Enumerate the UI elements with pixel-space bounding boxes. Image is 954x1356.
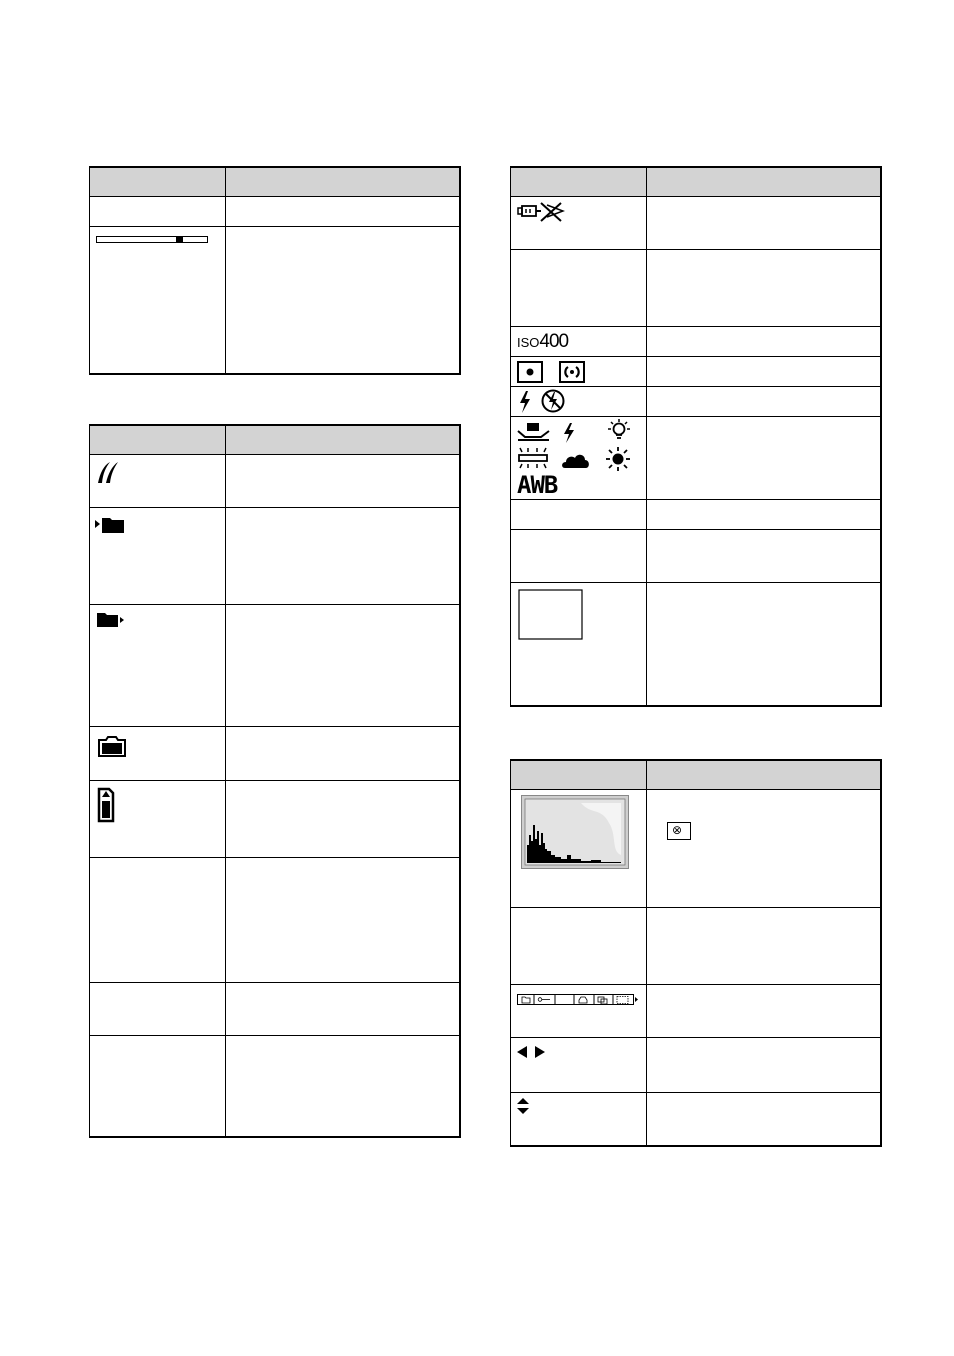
- header-cell-left: [90, 425, 226, 455]
- table-row-cell: [511, 327, 647, 357]
- white-balance-auto-icon: AWB: [517, 471, 558, 499]
- table-row-cell: [511, 387, 647, 417]
- left-right-arrows-icon: [517, 1046, 545, 1058]
- af-range-frame: [518, 589, 584, 641]
- table-row-cell: [90, 1036, 226, 1138]
- metering-spot-icon: [517, 361, 543, 383]
- table-row-cell: [226, 858, 460, 983]
- table-row-cell: [647, 908, 881, 985]
- flash-icon: [519, 391, 531, 413]
- usb-disconnect-icon: [517, 201, 565, 223]
- table-row-cell: [647, 327, 881, 357]
- white-balance-flash-icon: [563, 423, 575, 443]
- white-balance-incandescent-icon: [605, 419, 633, 445]
- header-cell-left: [511, 760, 647, 790]
- flash-off-icon: [541, 389, 565, 413]
- header-cell-right: [226, 167, 460, 197]
- table-row-cell: [90, 781, 226, 858]
- table-row-cell: [511, 197, 647, 250]
- table-row-cell: [511, 417, 647, 500]
- no-entry-symbol: ⊗: [672, 823, 683, 837]
- right-bottom-table: [510, 759, 882, 1147]
- table-row-cell: [647, 790, 881, 908]
- table-row-cell: [647, 357, 881, 387]
- table-row-cell: [226, 197, 460, 227]
- table-row-cell: [647, 197, 881, 250]
- header-cell-left: [90, 167, 226, 197]
- table-row-cell: [511, 790, 647, 908]
- table-row-cell: [511, 583, 647, 707]
- header-cell-right: [647, 760, 881, 790]
- histogram-image: [521, 795, 629, 869]
- table-row-cell: [90, 983, 226, 1036]
- table-row-cell: [647, 1093, 881, 1147]
- table-row-cell: [511, 357, 647, 387]
- header-cell-left: [511, 167, 647, 197]
- table-row-cell: [511, 985, 647, 1038]
- table-row-cell: [90, 727, 226, 781]
- header-cell-right: [647, 167, 881, 197]
- table-row-cell: [90, 858, 226, 983]
- table-row-cell: [90, 227, 226, 375]
- white-balance-daylight-icon: [605, 447, 631, 471]
- table-row-cell: [647, 417, 881, 500]
- table-row-cell: [90, 605, 226, 727]
- table-row-cell: [90, 197, 226, 227]
- table-row-cell: [647, 583, 881, 707]
- table-row-cell: [226, 227, 460, 375]
- table-row-cell: [647, 387, 881, 417]
- white-balance-cloudy-icon: [561, 451, 591, 469]
- table-row-cell: [511, 908, 647, 985]
- camera-icon: [98, 735, 126, 757]
- table-row-cell: [511, 500, 647, 530]
- table-row-cell: [511, 530, 647, 583]
- white-balance-manual-icon: [517, 421, 551, 443]
- exposure-slider-icon: [96, 235, 208, 245]
- header-cell-right: [226, 425, 460, 455]
- table-row-cell: [226, 727, 460, 781]
- table-row-cell: [647, 250, 881, 327]
- left-bottom-table: [89, 424, 461, 1138]
- table-row-cell: [647, 500, 881, 530]
- stroke-icon: [96, 459, 120, 485]
- table-row-cell: [511, 1093, 647, 1147]
- table-row-cell: [90, 455, 226, 508]
- folder-out-icon: [96, 611, 126, 629]
- table-row-cell: [90, 508, 226, 605]
- table-row-cell: [226, 983, 460, 1036]
- playback-toolbar: [517, 993, 639, 1007]
- right-top-table: [510, 166, 882, 707]
- table-row-cell: [647, 530, 881, 583]
- table-row-cell: [511, 250, 647, 327]
- table-row-cell: [511, 1038, 647, 1093]
- table-row-cell: [226, 781, 460, 858]
- memory-card-icon: [96, 787, 116, 823]
- table-row-cell: [226, 1036, 460, 1138]
- table-row-cell: [226, 508, 460, 605]
- metering-center-icon: [559, 361, 585, 383]
- iso-icon: ISO400: [517, 331, 569, 352]
- table-row-cell: [226, 455, 460, 508]
- white-balance-fluorescent-icon: [517, 447, 549, 469]
- table-row-cell: [226, 605, 460, 727]
- movie-folder-in-icon: [95, 516, 127, 534]
- table-row-cell: [647, 1038, 881, 1093]
- left-top-table: [89, 166, 461, 375]
- up-down-arrows-icon: [517, 1098, 529, 1114]
- table-row-cell: [647, 985, 881, 1038]
